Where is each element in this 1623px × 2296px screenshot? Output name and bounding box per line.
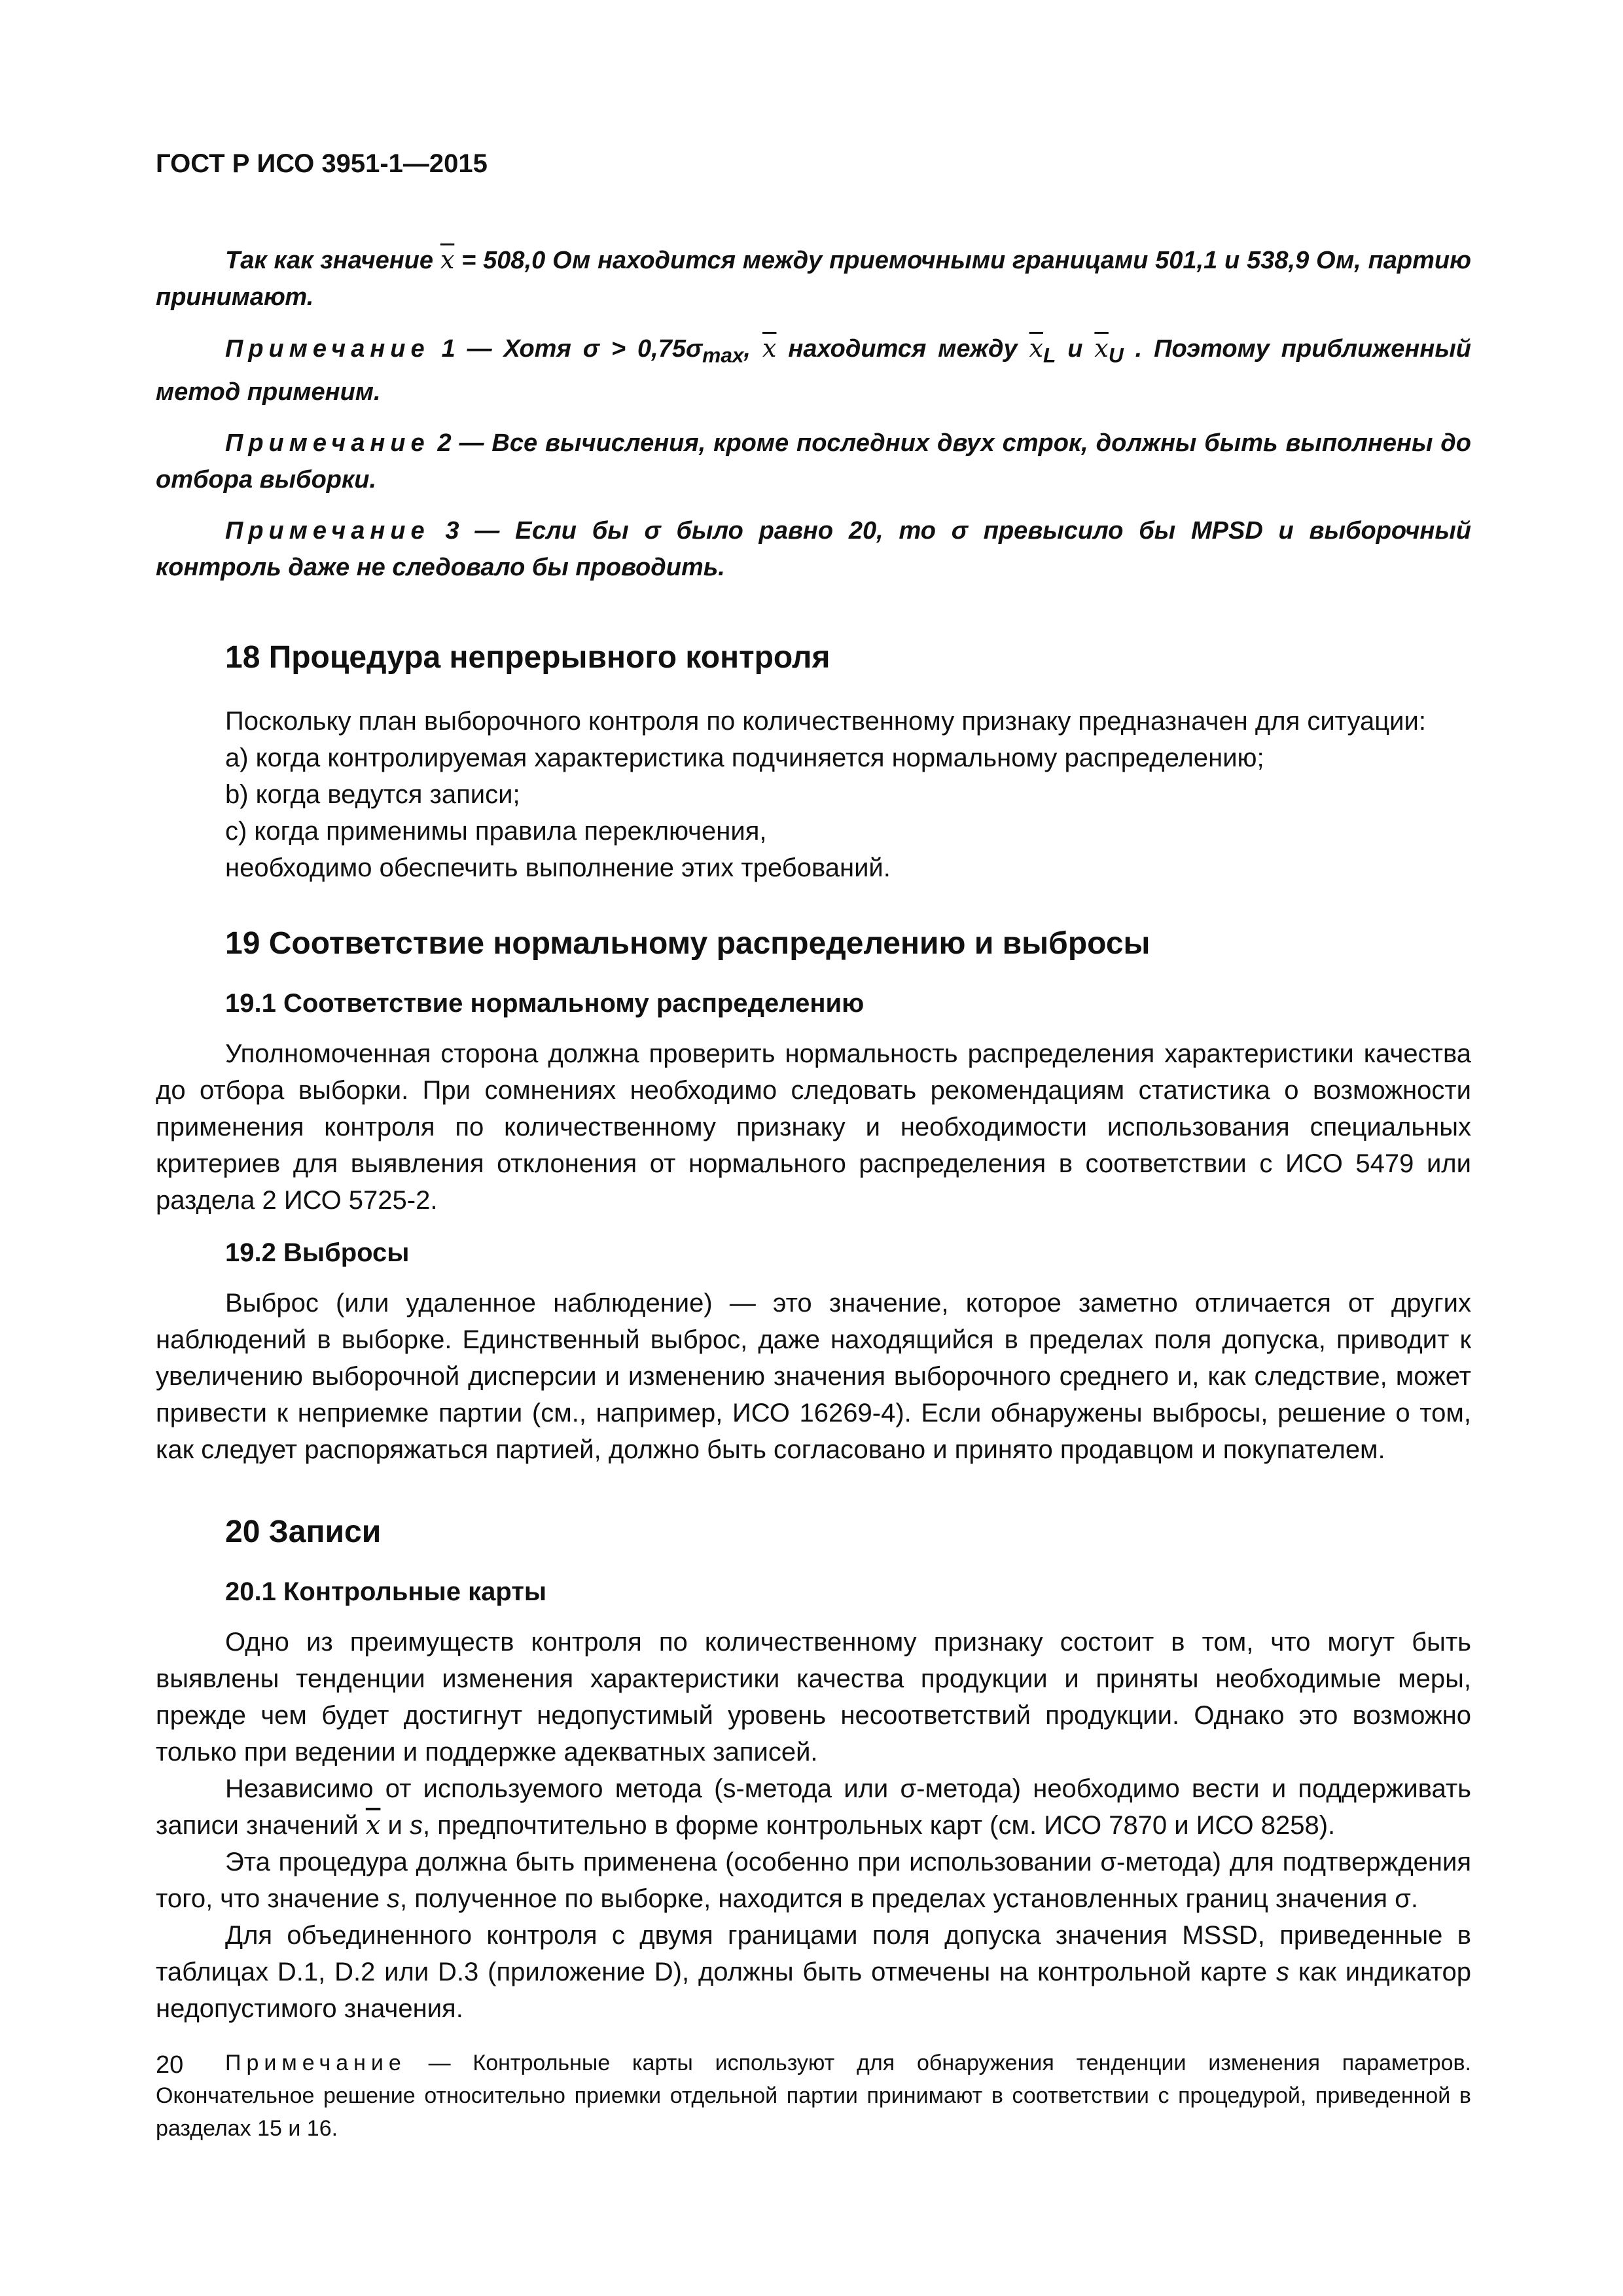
note-label: Примечание bbox=[225, 335, 430, 363]
section-20-1-para-1: Одно из преимуществ контроля по количественному признаку состоит в том, что могут быть выявлены тенденции изменения характеристики качества продукции и приняты необходимые меры, прежде чем будет достигнут недопустимый уровень несоответствий продукции. Однако это возможно только при ведении и поддержке адекватных записей. bbox=[156, 1627, 1471, 1767]
x-bar-l-symbol: $\overline{x}$ bbox=[1029, 334, 1043, 363]
s-symbol: s bbox=[1275, 1957, 1289, 1986]
section-20-1-para-2 bbox=[156, 1770, 1471, 1844]
text-run: Независимо от используемого метода (s-метода или σ-метода) необходимо вести и поддерживать записи значений bbox=[156, 1774, 1471, 1840]
text-run: 3 — Если бы σ было равно 20, то σ превысило бы MPSD и выборочный контроль даже не следовало бы проводить. bbox=[156, 516, 1471, 581]
subscript: max bbox=[702, 343, 744, 367]
text-run: , полученное по выборке, находится в пределах установленных границ значения σ. bbox=[400, 1884, 1418, 1913]
note-label: Примечание bbox=[225, 516, 430, 545]
text-run: 2 — Все вычисления, кроме последних двух строк, должны быть выполнены до отбора выборки. bbox=[156, 429, 1471, 493]
section-18-title: 18 Процедура непрерывного контроля bbox=[225, 639, 830, 675]
text-run: — Контрольные карты используют для обнаружения тенденции изменения параметров. Окончательное решение относительно приемки отдельной партии принимают в соответствии с процедурой, приведенной в разделах 15 и 16. bbox=[156, 2050, 1471, 2141]
subscript: U bbox=[1108, 343, 1124, 367]
document-code: ГОСТ Р ИСО 3951-1—2015 bbox=[156, 149, 488, 178]
text-run: = 508,0 Ом находится между приемочными границами 501,1 и 538,9 Ом, партию принимают. bbox=[156, 247, 1471, 311]
section-20-1-title: 20.1 Контрольные карты bbox=[225, 1577, 547, 1606]
note-label: Примечание bbox=[225, 429, 430, 457]
subscript: L bbox=[1043, 343, 1056, 367]
list-item: b) когда ведутся записи; bbox=[225, 780, 520, 809]
section-18-tail: необходимо обеспечить выполнение этих требований. bbox=[225, 853, 891, 882]
text-run: находится между bbox=[776, 335, 1029, 363]
section-19-title: 19 Соответствие нормальному распределению и выбросы bbox=[225, 925, 1150, 961]
s-symbol: s bbox=[387, 1884, 401, 1913]
note-1 bbox=[156, 330, 1471, 410]
text-run: . Поэтому приближенный метод применим. bbox=[156, 335, 1471, 406]
text-run: Так как значение bbox=[225, 247, 440, 274]
text-run: Эта процедура должна быть применена (особенно при использовании σ-метода) для подтверждения того, что значение bbox=[156, 1847, 1471, 1913]
text-run: и bbox=[380, 1810, 410, 1840]
x-bar-symbol: $\overline{x}$ bbox=[365, 1810, 381, 1840]
text-run: , предпочтительно в форме контрольных карт (см. ИСО 7870 и ИСО 8258). bbox=[422, 1810, 1336, 1840]
text-run: 1 — Хотя σ > 0,75σ bbox=[429, 335, 703, 363]
section-20-note bbox=[156, 2047, 1471, 2145]
note-2 bbox=[156, 425, 1471, 498]
section-19-1-title: 19.1 Соответствие нормальному распределению bbox=[225, 988, 865, 1018]
acceptance-statement bbox=[156, 242, 1471, 315]
x-bar-symbol: $\overline{x}$ bbox=[762, 334, 777, 363]
section-19-2-title: 19.2 Выбросы bbox=[225, 1238, 410, 1267]
list-item: c) когда применимы правила переключения, bbox=[225, 816, 767, 846]
section-19-1-text: Уполномоченная сторона должна проверить нормальность распределения характеристики качества до отбора выборки. При сомнениях необходимо следовать рекомендациям статистика о возможности применения контроля по количественному признаку и необходимости использования специальных критериев для выявления отклонения от нормального распределения в соответствии с ИСО 5479 или раздела 2 ИСО 5725-2. bbox=[156, 1039, 1471, 1215]
document-page bbox=[156, 149, 1471, 2145]
text-run: и bbox=[1056, 335, 1095, 363]
list-item: a) когда контролируемая характеристика подчиняется нормальному распределению; bbox=[225, 743, 1264, 772]
s-symbol: s bbox=[409, 1810, 423, 1840]
section-20-1-para-4 bbox=[156, 1917, 1471, 2027]
note-3 bbox=[156, 512, 1471, 586]
text-run: как индикатор недопустимого значения. bbox=[156, 1957, 1472, 2023]
text-run: , bbox=[743, 335, 763, 363]
text-run: Для объединенного контроля с двумя границами поля допуска значения MSSD, приведенные в таблицах D.1, D.2 или D.3 (приложение D), должны быть отмечены на контрольной карте bbox=[156, 1920, 1472, 1986]
x-bar-symbol: $\overline{x}$ bbox=[440, 245, 455, 274]
page-number: 20 bbox=[156, 2051, 184, 2079]
section-20-title: 20 Записи bbox=[225, 1514, 382, 1549]
x-bar-u-symbol: $\overline{x}$ bbox=[1094, 334, 1109, 363]
section-18-lead: Поскольку план выборочного контроля по количественному признаку предназначен для ситуации: bbox=[225, 706, 1426, 736]
section-20-1-para-3 bbox=[156, 1844, 1471, 1917]
section-19-2-text: Выброс (или удаленное наблюдение) — это значение, которое заметно отличается от других наблюдений в выборке. Единственный выброс, даже находящийся в пределах поля допуска, приводит к увеличению выборочной дисперсии и изменению значения выборочного среднего и, как следствие, может привести к неприемке партии (см., например, ИСО 16269-4). Если обнаружены выбросы, решение о том, как следует распоряжаться партией, должно быть согласовано и принято продавцом и покупателем. bbox=[156, 1288, 1471, 1464]
note-label: Примечание bbox=[225, 2050, 406, 2075]
